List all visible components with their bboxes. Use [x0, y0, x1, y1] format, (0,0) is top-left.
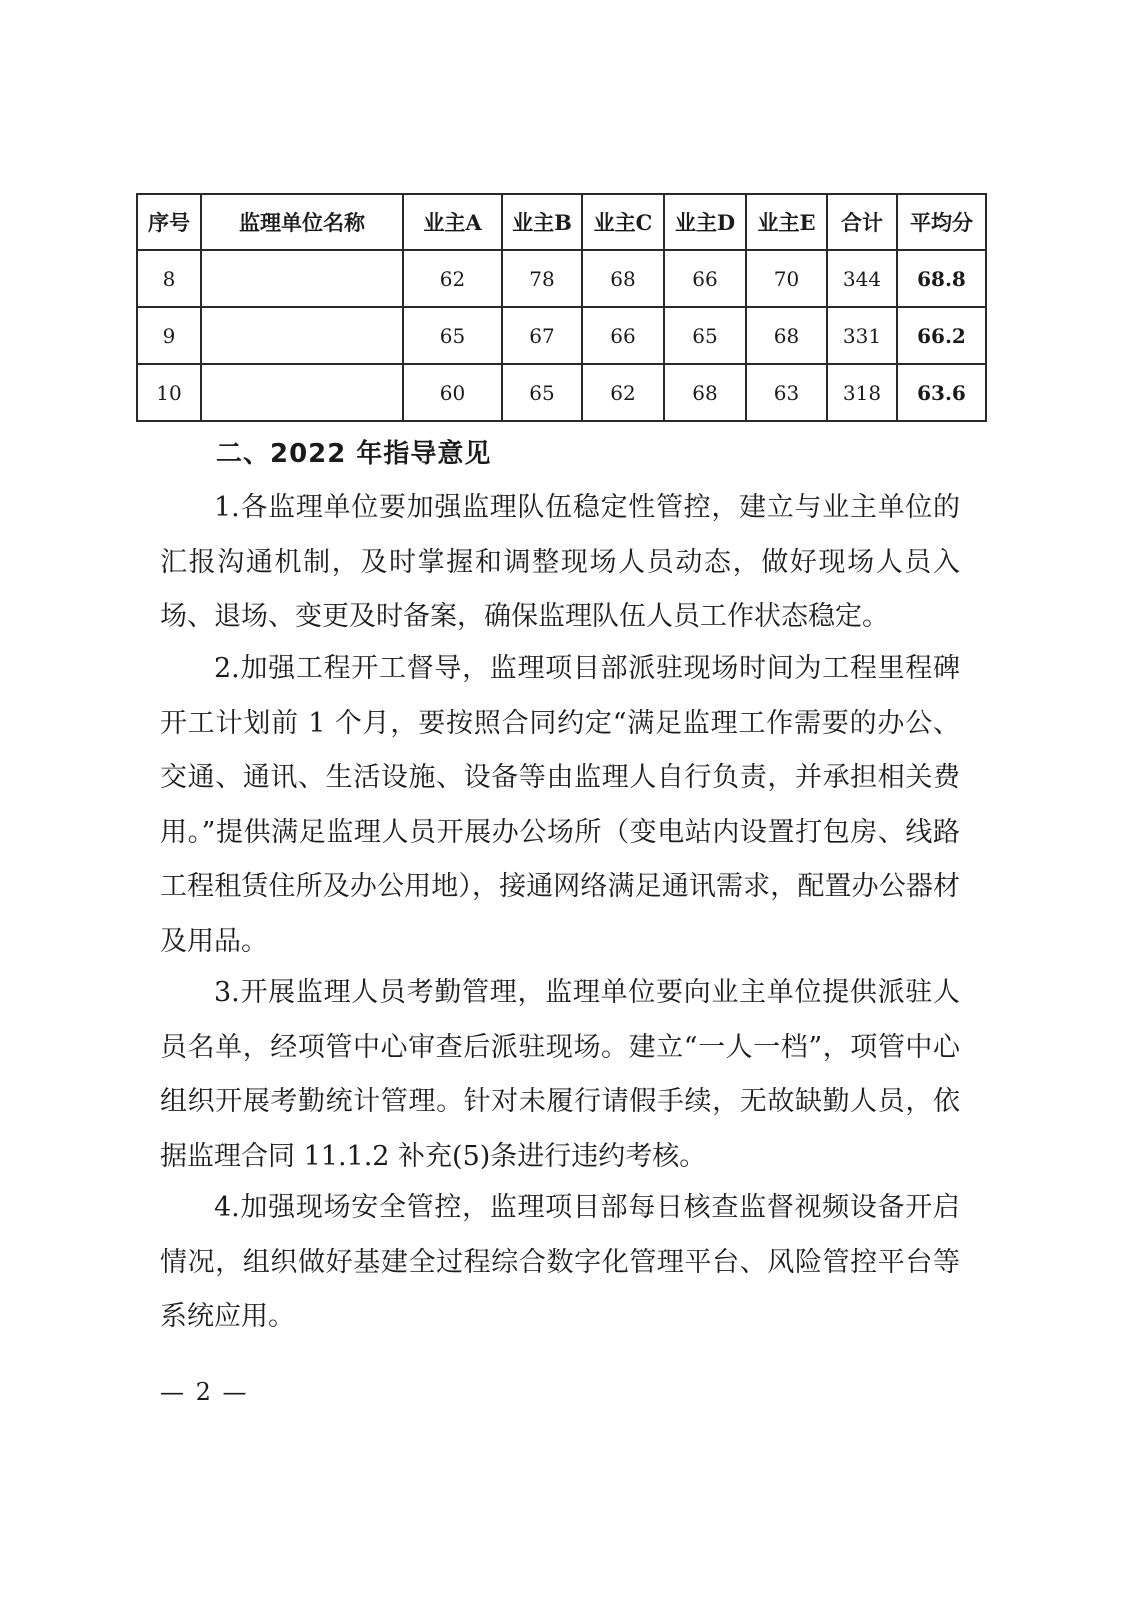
header-average: 平均分: [897, 194, 986, 250]
score-table: [136, 193, 987, 422]
cell-unit-name: [201, 250, 403, 307]
cell-total: 331: [827, 307, 897, 364]
header-owner-e: 业主E: [746, 194, 827, 250]
table-row: [137, 307, 986, 364]
cell-owner-c: 68: [582, 250, 664, 307]
cell-owner-d: 66: [664, 250, 746, 307]
cell-total: 318: [827, 364, 897, 421]
header-total: 合计: [827, 194, 897, 250]
cell-unit-name: [201, 364, 403, 421]
cell-owner-b: 78: [502, 250, 582, 307]
cell-owner-a: 62: [403, 250, 502, 307]
header-owner-a: 业主A: [403, 194, 502, 250]
table-header-row: [137, 194, 986, 250]
cell-index: 10: [137, 364, 201, 421]
header-unit-name: 监理单位名称: [201, 194, 403, 250]
cell-owner-b: 67: [502, 307, 582, 364]
cell-owner-d: 65: [664, 307, 746, 364]
cell-owner-e: 63: [746, 364, 827, 421]
paragraph-2: 2.加强工程开工督导，监理项目部派驻现场时间为工程里程碑开工计划前 1 个月，要按照合同约定“满足监理工作需要的办公、交通、通讯、生活设施、设备等由监理人自行负责，并承担相关费用。”提供满足监理人员开展办公场所（变电站内设置打包房、线路工程租赁住所及办公用地），接通网络满足通讯需求，配置办公器材及用品。: [160, 653, 960, 957]
cell-average: 63.6: [897, 364, 986, 421]
cell-owner-c: 66: [582, 307, 664, 364]
cell-owner-e: 70: [746, 250, 827, 307]
table-row: [137, 250, 986, 307]
cell-owner-e: 68: [746, 307, 827, 364]
table-row: [137, 364, 986, 421]
cell-owner-a: 60: [403, 364, 502, 421]
cell-index: 9: [137, 307, 201, 364]
header-index: 序号: [137, 194, 201, 250]
page-number: — 2 —: [160, 1378, 249, 1406]
cell-owner-b: 65: [502, 364, 582, 421]
paragraph-1: 1.各监理单位要加强监理队伍稳定性管控，建立与业主单位的汇报沟通机制，及时掌握和调整现场人员动态，做好现场人员入场、退场、变更及时备案，确保监理队伍人员工作状态稳定。: [160, 492, 960, 632]
cell-total: 344: [827, 250, 897, 307]
cell-average: 68.8: [897, 250, 986, 307]
header-owner-c: 业主C: [582, 194, 664, 250]
header-owner-d: 业主D: [664, 194, 746, 250]
cell-unit-name: [201, 307, 403, 364]
cell-index: 8: [137, 250, 201, 307]
paragraph-4: 4.加强现场安全管控，监理项目部每日核查监督视频设备开启情况，组织做好基建全过程综合数字化管理平台、风险管控平台等系统应用。: [160, 1192, 960, 1332]
header-owner-b: 业主B: [502, 194, 582, 250]
cell-owner-c: 62: [582, 364, 664, 421]
paragraph-3: 3.开展监理人员考勤管理，监理单位要向业主单位提供派驻人员名单，经项管中心审查后派驻现场。建立“一人一档”，项管中心组织开展考勤统计管理。针对未履行请假手续，无故缺勤人员，依据监理合同 11.1.2 补充(5)条进行违约考核。: [160, 977, 960, 1172]
cell-owner-d: 68: [664, 364, 746, 421]
section-heading: 二、2022 年指导意见: [216, 439, 492, 469]
cell-average: 66.2: [897, 307, 986, 364]
cell-owner-a: 65: [403, 307, 502, 364]
